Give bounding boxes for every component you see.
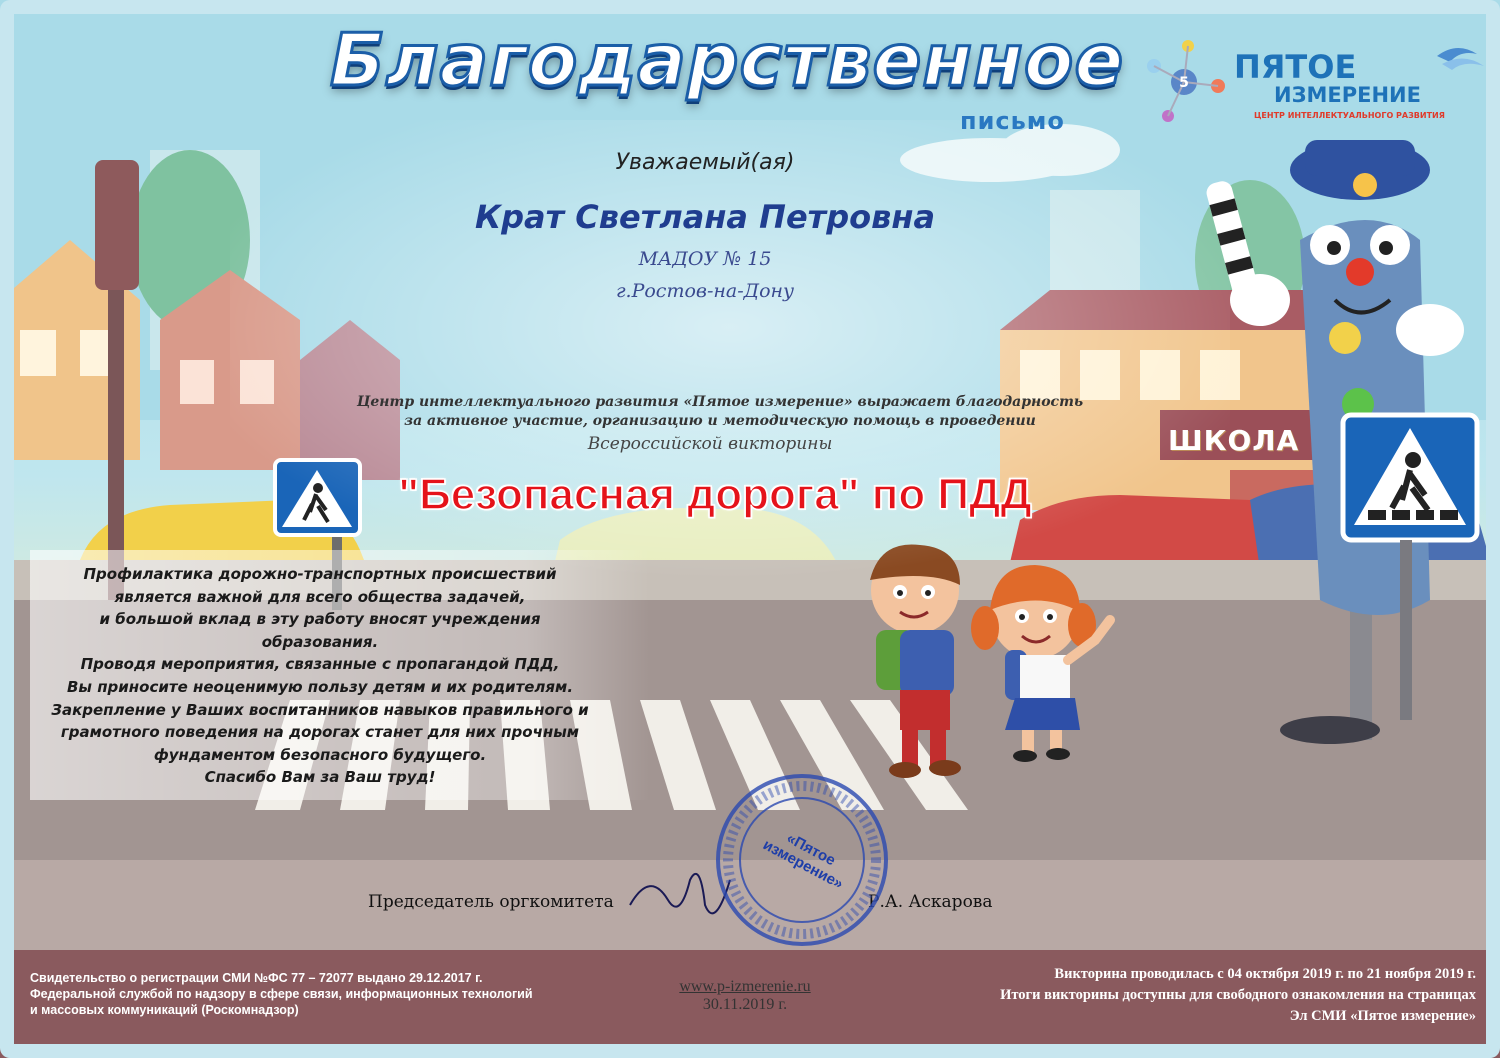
body-line: Проводя мероприятия, связанные с пропагандой ПДД,	[80, 655, 560, 674]
school-sign: ШКОЛА	[1168, 424, 1300, 457]
footer-right-line: Итоги викторины доступны для свободного ознакомления на страницах	[1000, 987, 1476, 1003]
recipient-city: г.Ростов-на-Дону	[615, 280, 795, 302]
gratitude-text	[300, 393, 1140, 431]
recipient-name: Крат Светлана Петровна	[474, 198, 936, 236]
certificate-subtitle: письмо	[960, 107, 1065, 135]
body-line: Вы приносите неоценимую пользу детям и их родителям.	[66, 677, 574, 696]
body-line: Спасибо Вам за Ваш труд!	[204, 768, 436, 787]
body-line: и большой вклад в эту работу вносят учреждения образования.	[99, 610, 541, 651]
logo-word2: ИЗМЕРЕНИЕ	[1274, 83, 1421, 107]
greeting: Уважаемый(ая)	[615, 150, 795, 175]
body-line: грамотного поведения на дорогах станет для них прочным	[60, 723, 580, 742]
logo-tagline: ЦЕНТР ИНТЕЛЛЕКТУАЛЬНОГО РАЗВИТИЯ	[1254, 111, 1445, 120]
recipient-organization: МАДОУ № 15	[638, 248, 772, 270]
body-line: является важной для всего общества задачей,	[114, 587, 526, 606]
registration-info	[30, 970, 590, 1018]
logo-word1: ПЯТОЕ	[1234, 48, 1357, 86]
body-line: фундаментом безопасного будущего.	[153, 745, 487, 764]
signature-role: Председатель оргкомитета	[368, 892, 614, 912]
footer-right-line: Эл СМИ «Пятое измерение»	[1289, 1008, 1476, 1024]
gratitude-line-1: Центр интеллектуального развития «Пятое измерение» выражает благодарность	[356, 394, 1084, 410]
body-line: Профилактика дорожно-транспортных происшествий	[83, 565, 557, 583]
footer-right-line: Викторина проводилась с 04 октября 2019 г. по 21 ноября 2019 г.	[1054, 966, 1476, 982]
stamp-center-text: «Пятое измерение»	[760, 829, 846, 893]
footer-center	[630, 978, 860, 1014]
body-text	[40, 563, 600, 789]
footer-left-line: Федеральной службой по надзору в сфере связи, информационных технологий	[30, 987, 533, 1001]
quiz-label: Всероссийской викторины	[587, 434, 833, 454]
quiz-name: "Безопасная дорога" по ПДД	[398, 470, 1032, 519]
logo-badge-number: 5	[1179, 75, 1189, 91]
quiz-info	[870, 964, 1476, 1027]
website-link[interactable]: www.p-izmerenie.ru	[679, 978, 811, 995]
signature-name: Р.А. Аскарова	[868, 892, 993, 912]
footer-left-line: и массовых коммуникаций (Роскомнадзор)	[30, 1003, 299, 1017]
issue-date: 30.11.2019 г.	[702, 996, 788, 1013]
molecule-icon	[1138, 36, 1230, 128]
logo-wordmark	[1232, 36, 1492, 128]
footer-left-line: Свидетельство о регистрации СМИ №ФС 77 – 72077 выдано 29.12.2017 г.	[30, 971, 483, 985]
certificate-title: Благодарственное	[330, 18, 1125, 102]
body-line: Закрепление у Ваших воспитанников навыков правильного и	[51, 700, 589, 719]
gratitude-line-2: за активное участие, организацию и методическую помощь в проведении	[404, 413, 1036, 429]
